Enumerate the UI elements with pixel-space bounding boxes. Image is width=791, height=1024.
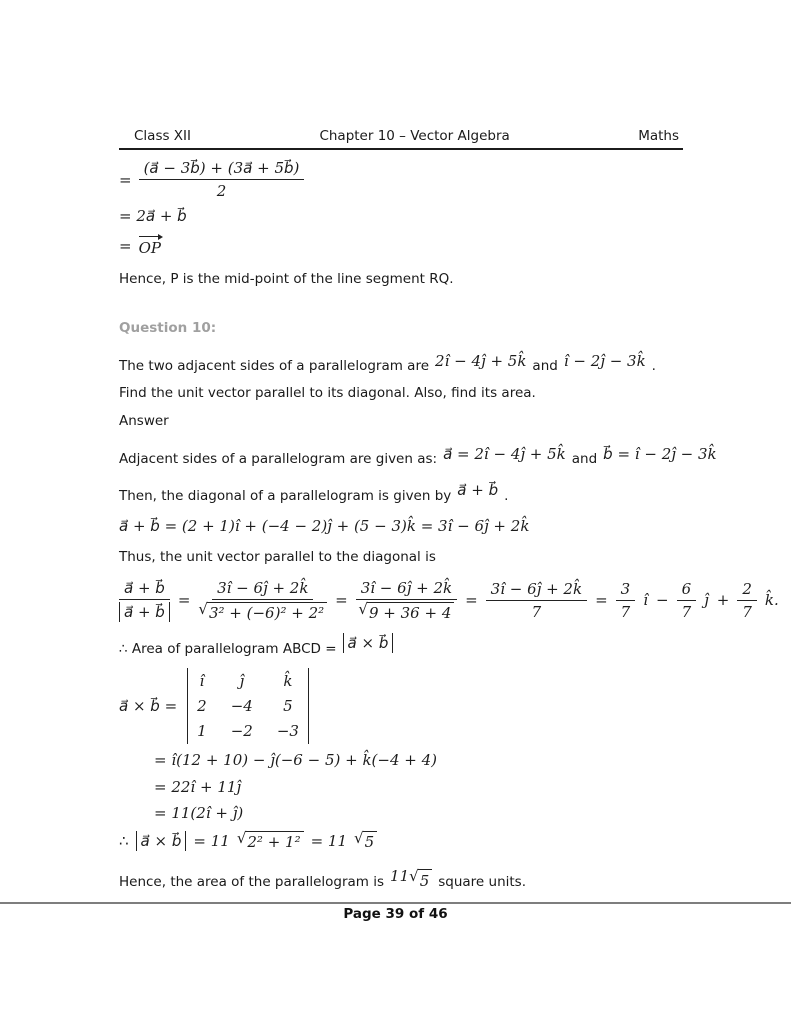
plus-sign: +	[716, 591, 730, 610]
period: .	[651, 358, 656, 374]
vector-expression-1: 2î − 4ĵ + 5k̂	[435, 351, 527, 370]
answer-label: Answer	[119, 412, 169, 429]
unit-i: î	[643, 591, 648, 610]
equation-op-vector	[119, 234, 683, 257]
matrix-cell: 1	[197, 722, 207, 741]
equals-sign: =	[465, 591, 478, 610]
math-line: = î(12 + 10) − ĵ(−6 − 5) + k̂(−4 + 4)	[154, 751, 437, 770]
abs-value: a⃗ + b⃗	[119, 602, 170, 622]
fraction-over-7	[486, 580, 587, 621]
radicand: √ 5	[363, 831, 378, 851]
matrix-cell: −4	[230, 697, 253, 716]
fraction-denominator: 7	[681, 602, 692, 621]
fraction	[139, 159, 305, 200]
math-line: = 11(2î + ĵ)	[154, 804, 244, 823]
question-text: The two adjacent sides of a parallelogram are	[119, 358, 430, 374]
fraction-2-7	[737, 580, 757, 621]
sqrt-icon	[358, 602, 454, 622]
fraction-3-7	[616, 580, 636, 621]
magnitude-result-equation	[119, 831, 683, 851]
equals-sign: =	[335, 591, 348, 610]
math-line: = 2a⃗ + b⃗	[119, 207, 187, 225]
equals-sign: =	[119, 170, 132, 189]
matrix-cell: ĵ	[239, 672, 245, 691]
math-line: a⃗ + b⃗ = (2 + 1)î + (−4 − 2)ĵ + (5 − 3)k̂ = 3î − 6ĵ + 2k̂	[119, 516, 530, 535]
fraction-denominator	[119, 600, 170, 622]
equals-11: = 11	[193, 832, 230, 851]
matrix-cell: −3	[276, 722, 299, 741]
coefficient: 11	[390, 867, 410, 886]
math-line: = 22î + 11ĵ	[154, 778, 242, 797]
fraction-numerator: 2	[737, 580, 757, 601]
fraction-denominator: 2	[216, 182, 227, 200]
fraction-denominator: 7	[742, 602, 752, 621]
connector-and: and	[532, 358, 558, 374]
page-header	[119, 128, 683, 150]
radicand: √ 3² + (−6)² + 2²	[207, 602, 327, 622]
cross-product-magnitude: a⃗ × b⃗	[136, 831, 187, 851]
expansion-step-3	[154, 804, 683, 822]
fraction-numerator: 6	[677, 580, 697, 601]
radicand: √ 2² + 1²	[245, 831, 303, 851]
final-conclusion	[119, 867, 683, 897]
header-chapter-title: Chapter 10 – Vector Algebra	[319, 128, 510, 144]
matrix-cell: −2	[230, 722, 253, 741]
page-number: Page 39 of 46	[343, 906, 448, 922]
period: .	[504, 487, 509, 504]
sqrt-icon	[198, 602, 327, 622]
question-line-1	[119, 351, 683, 377]
determinant-equation	[119, 668, 683, 744]
header-class-label: Class XII	[134, 128, 192, 144]
fraction-denominator	[358, 600, 454, 622]
equation-midpoint-fraction	[119, 159, 683, 200]
matrix-cell: 2	[197, 697, 207, 716]
expansion-step-2	[154, 778, 683, 796]
a-plus-b-expression: a⃗ + b⃗	[457, 480, 499, 499]
sqrt-icon	[237, 831, 304, 851]
vector-a-definition: a⃗ = 2î − 4ĵ + 5k̂	[443, 444, 566, 463]
question-title: Question 10:	[119, 319, 217, 336]
matrix-cell: 5	[283, 697, 293, 716]
sqrt-icon	[409, 869, 432, 892]
radicand: √ 9 + 36 + 4	[367, 602, 454, 622]
unit-vector-equation	[119, 578, 779, 622]
unit-j: ĵ	[704, 591, 709, 610]
equals-sign: =	[595, 591, 608, 610]
fraction-numerator: 3î − 6ĵ + 2k̂	[486, 580, 587, 601]
fraction-numerator: a⃗ + b⃗	[119, 579, 170, 600]
header-subject-label: Maths	[638, 128, 679, 144]
equation-2a-plus-b	[119, 207, 683, 225]
fraction-numerator: (a⃗ − 3b⃗) + (3a⃗ + 5b⃗)	[139, 159, 305, 180]
fraction-numerator: 3î − 6ĵ + 2k̂	[356, 579, 457, 600]
connector-and: and	[571, 450, 598, 467]
radicand: √ 5	[418, 869, 433, 892]
footer-divider	[0, 902, 791, 904]
fraction-numerator: 3î − 6ĵ + 2k̂	[212, 579, 313, 600]
fraction-a-plus-b	[119, 579, 170, 622]
conclusion-midpoint: Hence, P is the mid-point of the line segment RQ.	[119, 271, 454, 287]
unit-k: k̂.	[764, 591, 779, 610]
vector-b-definition: b⃗ = î − 2ĵ − 3k̂	[603, 444, 717, 463]
fraction-denominator	[198, 600, 327, 622]
cross-product-magnitude: a⃗ × b⃗	[343, 633, 394, 653]
given-text: Adjacent sides of a parallelogram are given as:	[119, 450, 438, 467]
question-line-2: Find the unit vector parallel to its diagonal. Also, find its area.	[119, 384, 536, 401]
diagonal-line	[119, 480, 683, 506]
matrix-cell: k̂	[283, 672, 293, 691]
fraction-denominator: 7	[620, 602, 631, 621]
equals-sign: =	[177, 591, 191, 610]
area-value	[390, 866, 432, 892]
therefore-sign: ∴	[119, 832, 129, 851]
cross-product-lhs: a⃗ × b⃗ =	[119, 697, 178, 716]
equals-sign: =	[119, 236, 132, 255]
matrix-cell: î	[199, 672, 205, 691]
fraction-sqrt-squares	[198, 579, 327, 622]
op-vector: OP	[139, 234, 163, 257]
units-text: square units.	[438, 874, 526, 891]
vector-expression-2: î − 2ĵ − 3k̂	[563, 351, 646, 370]
unit-vector-intro: Thus, the unit vector parallel to the diagonal is	[119, 548, 436, 565]
sum-equation	[119, 517, 683, 535]
fraction-denominator: 7	[531, 602, 542, 621]
diagonal-text: Then, the diagonal of a parallelogram is given by	[119, 487, 452, 504]
determinant-matrix	[187, 668, 309, 744]
minus-sign: −	[656, 591, 669, 610]
page-content	[119, 128, 779, 897]
expansion-step-1	[154, 751, 683, 769]
conclusion-text: Hence, the area of the parallelogram is	[119, 874, 385, 891]
area-statement	[119, 633, 683, 659]
equals-11: = 11	[310, 832, 348, 851]
area-text: ∴ Area of parallelogram ABCD =	[119, 640, 337, 657]
sqrt-icon	[354, 831, 377, 851]
fraction-sqrt-sum	[356, 579, 457, 622]
given-sides-line	[119, 444, 717, 470]
fraction-numerator: 3	[616, 580, 636, 601]
fraction-6-7	[677, 580, 697, 621]
